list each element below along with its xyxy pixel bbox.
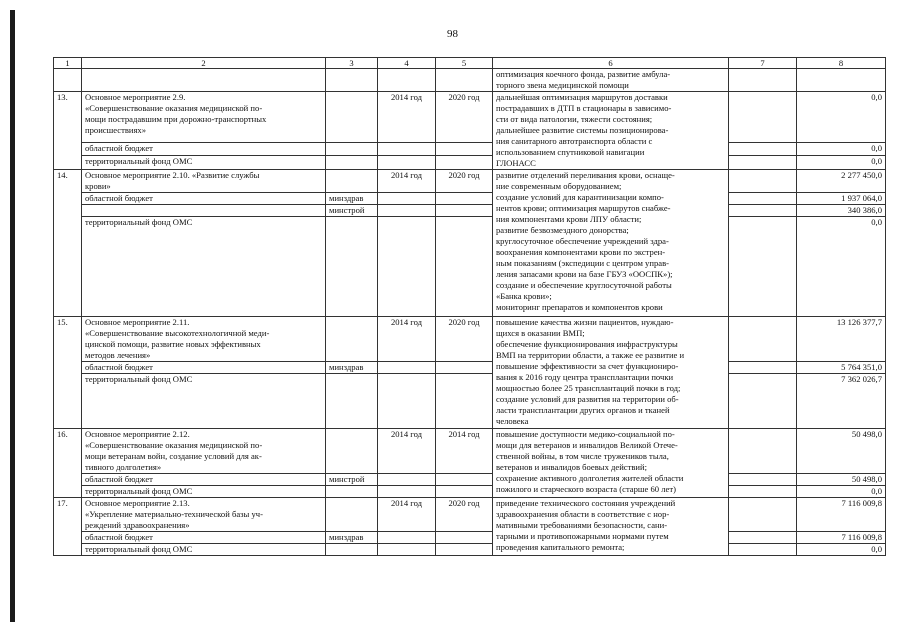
col-header: 3 — [326, 58, 378, 69]
source-name: областной бюджет — [82, 142, 326, 156]
source-name: областной бюджет — [82, 362, 326, 374]
end-year: 2020 год — [436, 498, 493, 532]
amount: 7 116 009,8 — [797, 532, 886, 544]
start-year: 2014 год — [378, 170, 436, 193]
measure-name: Основное мероприятие 2.13. «Укрепление материально-технической базы уч- реждений здравоохранения» — [82, 498, 326, 532]
amount: 1 937 064,0 — [797, 193, 886, 205]
activity-cell: оптимизация коечного фонда, развитие амбула- торного звена медицинской помощи — [493, 69, 729, 92]
table-row — [54, 170, 886, 193]
amount: 50 498,0 — [797, 474, 886, 486]
activity-cell: дальнейшая оптимизация маршрутов доставки пострадавших в ДТП в стационары в зависимо- сти от вида патологии, тяжести состояния; дальнейшее развитие системы позиционирова- ния санитарного автотранспорта области с использованием спутниковой навигации ГЛОНАСС — [493, 92, 729, 170]
measure-name: Основное мероприятие 2.9. «Совершенствование оказания медицинской по- мощи пострадавшим при дорожно-транспортных происшествиях» — [82, 92, 326, 143]
row-number: 16. — [54, 429, 82, 498]
start-year: 2014 год — [378, 317, 436, 362]
measure-name: Основное мероприятие 2.12. «Совершенствование оказания медицинской по- мощи ветеранам войн, создание условий для ак- тивного долголетия» — [82, 429, 326, 474]
executor — [326, 156, 378, 170]
amount: 13 126 377,7 — [797, 317, 886, 362]
source-name: территориальный фонд ОМС — [82, 486, 326, 498]
activity-cell: повышение доступности медико-социальной по- мощи для ветеранов и инвалидов Великой Отече- ственной войны, в том числе тружеников тыла, ветеранов и инвалидов боевых действий; сохранение активного долголетия жителей области пожилого и старческого возраста (старше 60 лет) — [493, 429, 729, 498]
table-row — [54, 205, 886, 217]
table-row — [54, 429, 886, 474]
source-name: территориальный фонд ОМС — [82, 217, 326, 317]
table-row — [54, 498, 886, 532]
source-name: территориальный фонд ОМС — [82, 374, 326, 429]
row-number: 13. — [54, 92, 82, 170]
header-row — [54, 58, 886, 69]
executor — [326, 544, 378, 556]
amount: 0,0 — [797, 486, 886, 498]
program-table — [53, 57, 886, 556]
table-row — [54, 374, 886, 429]
col-header: 7 — [729, 58, 797, 69]
table-row — [54, 474, 886, 486]
end-year: 2020 год — [436, 170, 493, 193]
start-year: 2014 год — [378, 429, 436, 474]
table-row — [54, 193, 886, 205]
amount: 0,0 — [797, 156, 886, 170]
activity-cell: развитие отделений переливания крови, оснаще- ние современным оборудованием; создание условий для карантинизации компо- нентов крови; оптимизация маршрутов снабже- ния компонентами крови ЛПУ области; развитие безвозмездного донорства; круглосуточное обеспечение учреждений здра- воохранения компонентами крови по экстрен- ным показаниям (экспедиции с центром управ- ления запасами крови на базе ГБУЗ «ООСПК»); создание и обеспечение круглосуточной работы «Банка крови»; мониторинг препаратов и компонентов крови — [493, 170, 729, 317]
executor: минстрой — [326, 205, 378, 217]
table-row — [54, 69, 886, 92]
end-year: 2020 год — [436, 317, 493, 362]
table-row — [54, 544, 886, 556]
table-row — [54, 156, 886, 170]
amount: 340 386,0 — [797, 205, 886, 217]
table-row — [54, 142, 886, 156]
executor: минздрав — [326, 362, 378, 374]
table-row — [54, 362, 886, 374]
amount: 0,0 — [797, 544, 886, 556]
start-year: 2014 год — [378, 498, 436, 532]
executor — [326, 374, 378, 429]
table-row — [54, 317, 886, 362]
executor — [326, 217, 378, 317]
measure-name: Основное мероприятие 2.10. «Развитие службы крови» — [82, 170, 326, 193]
amount: 2 277 450,0 — [797, 170, 886, 193]
end-year: 2014 год — [436, 429, 493, 474]
amount: 7 116 009,8 — [797, 498, 886, 532]
source-name: областной бюджет — [82, 474, 326, 486]
page-number: 98 — [447, 28, 458, 40]
table-row — [54, 92, 886, 143]
col-header: 1 — [54, 58, 82, 69]
source-name: территориальный фонд ОМС — [82, 156, 326, 170]
col-header: 8 — [797, 58, 886, 69]
source-name: областной бюджет — [82, 532, 326, 544]
amount: 5 764 351,0 — [797, 362, 886, 374]
row-number: 17. — [54, 498, 82, 556]
table-row — [54, 532, 886, 544]
activity-cell: приведение технического состояния учреждений здравоохранения области в соответствие с нор- мативными требованиями безопасности, сани- тарными и противопожарными нормами путем проведения капитального ремонта; — [493, 498, 729, 556]
row-number: 14. — [54, 170, 82, 317]
col-header: 2 — [82, 58, 326, 69]
executor: минздрав — [326, 532, 378, 544]
start-year: 2014 год — [378, 92, 436, 143]
executor — [326, 486, 378, 498]
activity-cell: повышение качества жизни пациентов, нуждаю- щихся в оказании ВМП; обеспечение функционирования инфраструктуры ВМП на территории области, а также ее развитие и повышение эффективности за счет функциониро- вания к 2016 году центра трансплантации почки мощностью более 25 трансплантаций почки в год; создание условий для развития на территории об- ласти трансплантации других органов и тканей человека — [493, 317, 729, 429]
measure-name: Основное мероприятие 2.11. «Совершенствование высокотехнологичной меди- цинской помощи, развитие новых эффективных методов лечения» — [82, 317, 326, 362]
source-name: областной бюджет — [82, 193, 326, 205]
amount: 7 362 026,7 — [797, 374, 886, 429]
executor — [326, 142, 378, 156]
executor: минстрой — [326, 474, 378, 486]
col-header: 6 — [493, 58, 729, 69]
table-row — [54, 217, 886, 317]
amount: 0,0 — [797, 217, 886, 317]
row-number: 15. — [54, 317, 82, 429]
amount: 0,0 — [797, 92, 886, 143]
col-header: 5 — [436, 58, 493, 69]
end-year: 2020 год — [436, 92, 493, 143]
amount: 0,0 — [797, 142, 886, 156]
table-row — [54, 486, 886, 498]
source-name: территориальный фонд ОМС — [82, 544, 326, 556]
left-margin-bar — [10, 10, 15, 622]
source-name — [82, 205, 326, 217]
amount: 50 498,0 — [797, 429, 886, 474]
col-header: 4 — [378, 58, 436, 69]
executor: минздрав — [326, 193, 378, 205]
